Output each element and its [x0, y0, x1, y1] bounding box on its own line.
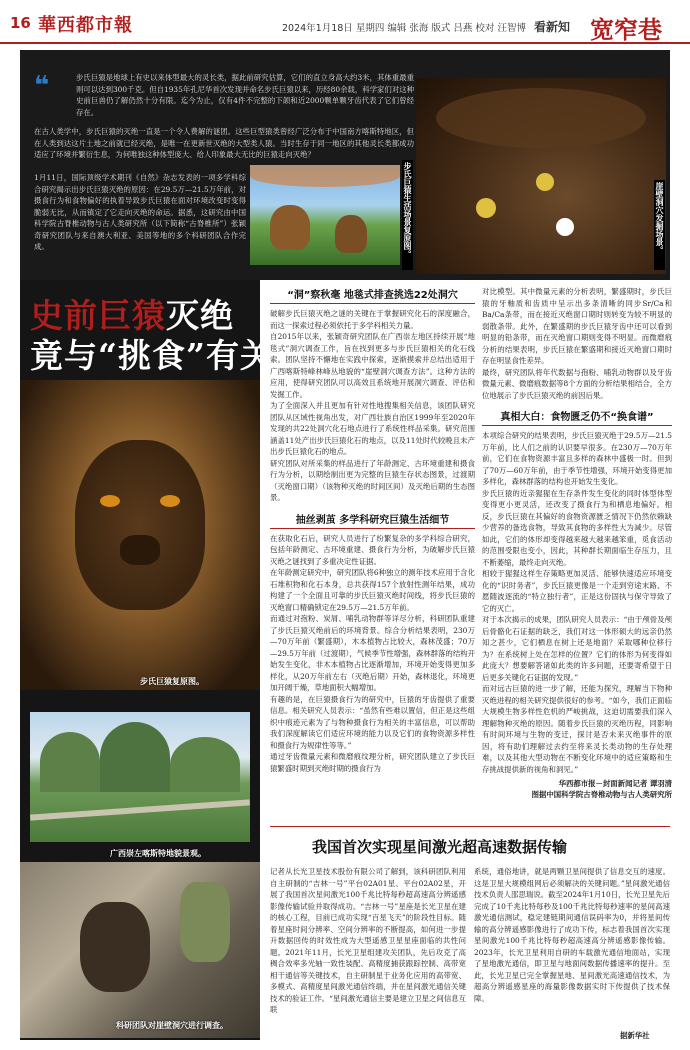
caption-cave: 崖壁洞穴发掘场景。: [654, 180, 665, 270]
karst-peak: [170, 737, 240, 792]
cave-ceiling: [436, 88, 646, 148]
newspaper-logo: 華西都市報: [38, 15, 133, 36]
karst-peak: [40, 732, 100, 792]
helmet-icon: [536, 173, 554, 191]
col2-para-2: 自2015年以来，张颖奇研究团队在广西崇左地区持续开展“地毯式”洞穴调查工作，旨在找到更多与步氏巨猿相关的化石线索。团队坚持不懈地在实践中探索，逐渐摸索并总结出适用于广西喀斯特峰林峰丛地貌的“崖壁洞穴调查方法”。这种方法的应用，使得研究团队可以高效且系统地开展洞穴调查、评估和发掘工作。: [270, 332, 475, 399]
caption-karst: 广西崇左喀斯特地貌景观。: [110, 849, 206, 858]
section-title: 宽窄巷: [590, 15, 662, 44]
caption-ape: 步氏巨猿复原图。: [140, 677, 204, 686]
subhead-1: “洞”察秋毫 地毯式排查挑选22处洞穴: [287, 290, 458, 301]
col3-para-6: 对于本次揭示的成果，团队研究人员表示：“由于颅骨及颅后骨骼化石证据的缺乏，我们对这一体形硕大的远亲仍然知之甚少，它们栖息在树上还是地面？采取哪种位移行为？在系统树上处在怎样的位置？它们的体形为何变得如此庞大？想要解答诸如此类的许多问题，还要寄希望于日后更多关键化石证据的发现。”: [482, 615, 672, 682]
ape-figure-icon: [335, 215, 367, 253]
col2-para-3: 为了全面深入并且更加有针对性地搜集相关信息，该团队研究团队从区域性视角出发，对广西壮族自治区1999年至2020年发现的共22处洞穴化石地点进行了系统性样品采集。研究范围涵盖11处产出步氏巨猿化石的地点，以及11处时代较晚且未产出步氏巨猿化石的地点。: [270, 401, 475, 456]
article-column-2: [270, 286, 475, 774]
col3-para-5: 相较于猩猩这样生存策略更加灵活、能够快速适应环境变化的“识时务者”，步氏巨猿更像是一个走到穷途末路、不愿随波逐流的“特立独行者”，正是这份固执与保守导致了它的灭亡。: [482, 569, 672, 613]
divider: [270, 826, 670, 827]
col3-para-4: 步氏巨猿的近亲猩猩在生存条件发生变化的同时体型体型变得更小更灵活，还改变了摄食行为和栖息地偏好。相反，步氏巨猿在其偏好的食物资源匮乏情况下仍然依赖缺少营养的备选食物，导致其食物的多样性大为减少。尽管如此，它们的体形却变得越来越大越来越笨重，觅食活动的范围受限也变小，因此，其种群长期面临生存压力，且不断萎缩，最终走向灭绝。: [482, 488, 672, 567]
headline-red: 史前巨猿: [30, 296, 166, 335]
photo-karst: [30, 712, 250, 842]
col3-para-3: 本项综合研究的结果表明，步氏巨猿灭绝于29.5万—21.5万年前，比人们之前的认识要早很多。在230万—70万年前，它们在食物资源丰富且多样的森林中盛极一时。但到了70万—60万年前，由于季节性增强，环境开始变得更加多样化，森林群落的结构也开始发生变化。: [482, 431, 672, 486]
ape-muzzle: [120, 535, 160, 565]
road: [30, 799, 250, 820]
caption-cliff: 科研团队对崖壁洞穴进行调查。: [116, 1021, 228, 1030]
headline-line-2: 竟与“挑食”有关: [30, 336, 274, 375]
ape-face: [75, 440, 205, 610]
photo-ape-reconstruction: [20, 380, 260, 690]
photo-cliff: [20, 862, 260, 1038]
laser-title: 我国首次实现星间激光超高速数据传输: [312, 838, 568, 856]
intro-para-2: 在古人类学中，步氏巨猿的灭绝一直是一个令人费解的谜团。这些巨型猿类曾经广泛分布于中国南方喀斯特地区，但在人类到达这片土地之前就已经灭绝，是唯一在更新世灭绝的大型类人猿。当时生存于同一地区的其他灵长类都成功适应了环境并繁衍生息，为何唯独这种体型庞大、给人印象最大无比的巨猿走向灭绝？: [34, 127, 414, 159]
col2-para-5: 在获取化石后，研究人员进行了纷繁复杂的多学科综合研究，包括年龄测定、古环境重建、摄食行为分析，为破解步氏巨猿灭绝之谜找到了多重决定性证据。: [270, 533, 475, 566]
intro-lead: 步氏巨猿是地球上有史以来体型最大的灵长类，据此前研究估算，它们的直立身高大约3米，其体重最重则可以达到300千克。但自1935年孔尼华首次发现并命名步氏巨猿以来，历经80余载，科学家们对这种史前巨兽仍了解仍然十分有限。迄今为止，仅有4件不完整的下颌和近2000颗单颗牙齿代表了它们曾经存在。: [76, 73, 414, 117]
col2-para-4: 研究团队对所采集的样品进行了年龄测定、古环境重建和摄食行为分析，以期绘制出更为完整的巨猿生存状态图景，过渡期（灭绝窗口期）（该物种灭绝的时间区间）及灭绝后期的生态图景。: [270, 458, 475, 502]
article-column-3: [482, 286, 672, 800]
quote-icon: ❝: [34, 71, 50, 101]
credit-reporter: 华西都市报－封面新闻记者 谭羽清: [558, 779, 672, 788]
subhead-2: 抽丝剥茧 多学科研究巨猿生活细节: [295, 514, 450, 526]
photo-life-scene: [250, 165, 400, 265]
col2-para-6: 在年龄测定研究中，研究团队将6种独立的测年技术应用于含化石堆积物和化石本身，总共获得157个放射性测年结果，成功构建了一个全面且可靠的步氏巨猿灭绝时间线，将步氏巨猿的灭绝窗口精确锁定在29.5万—21.5万年前。: [270, 568, 475, 612]
tree-canopy: [250, 165, 400, 187]
col2-para-9: 通过牙齿微量元素和微磨痕纹理分析，研究团队建立了步氏巨猿繁盛时期到灭绝时期的摄食行为: [270, 752, 475, 773]
intro-para-3: 1月11日，国际顶级学术期刊《自然》杂志发表的一项多学科综合研究揭示出步氏巨猿灭绝的原因：在29.5万—21.5万年前，对摄食行为和食物偏好的执着导致步氏巨猿在面对环境改变时变得脆弱无比，从而镇定了它走向灭绝的命运。据悉，这研究由中国科学院古脊椎动物与古人类研究所（以下简称“古脊椎所”）张颖奇研究团队与来自澳大利亚、美国等地的多个科研团队合作完成。: [34, 173, 246, 251]
headline-white: 灭绝: [166, 296, 234, 335]
subhead-3: 真相大白：食物匮乏仍不“换食谱”: [500, 412, 654, 423]
laser-col-1: 记者从长光卫星技术股份有限公司了解到，该科研团队利用自主研制的“吉林一号”平台02A01星、平台02A02星，开展了我国首次星间激光100千兆比特每秒超高速高分辨遥感影像传输试验并取得成功。“吉林一号”星座是长光卫星在建的核心工程，目前已成功实现“百星飞天”的阶段性目标。随着星座时间分辨率、空间分辨率的不断提高，如何进一步提升数据回传的时效性成为大型遥感卫星星座面临的共性问题。2021年11月，长光卫星组建攻关团队，先后攻克了高稠合效率多光轴一致性装配、高精度捕获跟踪控制、高带宽相干通信等关键技术，自主研制星于业务化应用的高带宽、多模式、高精度星间激光通信终端，并在星间激光通信关键技术的验证工作。“星间激光通信主要是建立卫星之间信息互联: [270, 867, 466, 1014]
cliff-cave: [80, 902, 150, 992]
issue-meta: 2024年1月18日 星期四 编辑 张海 版式 吕燕 校对 汪智博: [282, 23, 526, 34]
laser-col-2: 系统，通俗地讲，就是两颗卫星间提供了信息交互的速度。这是卫星大规模组网后必须解决的关键问题。”星间激光通信技术负责人邵思瑞说。截至2024年1月10日，长光卫星先后完成了10千兆比特每秒及100千兆比特每秒速率的星间高速激光通信测试，稳定建链期间通信误码率为0，并将星间传输的高分辨遥感影像进行了成功下传，标志着我国首次实现星间激光100千兆比特每秒超高速高分辨遥感影像传输。2023年，长光卫星利用自研的车载激光通信地面站，实现了星地激光通信，即卫星与地面间数据传播速率的提升。至此，长光卫星已完全掌握星地、星间激光高速通信技术，为超高分辨遥感星座的海量影像数据实时下传提供了技术保障。: [474, 867, 670, 1003]
page-number: 16: [10, 14, 31, 32]
section-small: 看新知: [534, 20, 571, 34]
col2-para-8: 有趣的是，在巨猿摄食行为的研究中，巨猿的牙齿提供了重要信息。相关研究人员表示：“虽然有些难以置信，但正是这些组织中痕迹元素为了与物种摄食行为相关的丰富信息，可以帮助我们深度解读它们适应环境的能力以及它们的食物资源多样性和摄食行为规律性等等。”: [270, 694, 475, 750]
ape-figure-icon: [270, 205, 310, 250]
photo-cave-excavation: [416, 78, 666, 274]
col3-para-2: 最终，研究团队将年代数据与孢粉、哺乳动物群以及牙齿微量元素、微磨痕数据等8个方面的分析结果相结合，全方位地展示了步氏巨猿灭绝的前因后果。: [482, 367, 672, 400]
karst-peak: [100, 722, 170, 792]
laser-credit: 据新华社: [620, 1031, 650, 1040]
col2-para-7: 而通过对孢粉、炭屑、哺乳动物群等详尽分析，科研团队重建了步氏巨猿灭绝前后的环境背景。综合分析结果表明，230万—70万年前（繁盛期），木本植物占比较大，森林茂盛；70万—29.5万年前（过渡期），气候季节性增强，森林群落的结构开始发生变化，非木本植物占比逐渐增加，环境开始变得更加多样化，从20万年前左右（灭绝后期）开始，森林退化，环境更加开阔干燥，草地面积大幅增加。: [270, 614, 475, 692]
helmet-icon: [556, 218, 574, 236]
caption-life-scene: 步氏巨猿生活场景复原图。: [402, 160, 413, 270]
col3-para-1: 对比模型。其中微量元素的分析表明，繁盛期时，步氏巨猿的牙釉质和齿质中呈示出多条清晰的同步Sr/Ca和Ba/Ca条带，而在接近灭绝窗口期时则转变为较不明显的弱散条带。此外，在繁盛期的步氏巨猿牙齿中还可以看到明显的铅条带，而在灭绝窗口期则变得不明显。而微磨痕分析的结果表明，步氏巨猿在繁盛期和接近灭绝窗口期时存在明显食性差异。: [482, 287, 672, 365]
col3-para-7: 而对远古巨猿的进一步了解，还能为探究，理解当下物种灭绝进程的相关研究提供很好的参考。“如今，我们正面临大规模生物多样性危机的严峻挑战，这迫切需要我们深入理解物种灭绝的原因。随着步氏巨猿的灭绝历程，同影响有时间环境与生物的变迁，探讨是否未来灭绝事件的原因，将有助们理解过去约至将来灵长类动物的生存处理难，以及其他大型动物在不断变化环境中的适应策略和生存挑战提供新的视角和洞见。”: [482, 684, 672, 774]
vegetation: [180, 882, 230, 962]
helmet-icon: [476, 198, 496, 218]
ape-eye-icon: [100, 495, 120, 507]
col2-para-1: 破解步氏巨猿灭绝之谜的关键在于掌握研究化石的深度融合，而这一探索过程必须依托于多学科相关力量。: [270, 309, 475, 330]
ape-eye-icon: [160, 495, 180, 507]
credit-images: 图据中国科学院古脊椎动物与古人类研究所: [531, 790, 672, 799]
